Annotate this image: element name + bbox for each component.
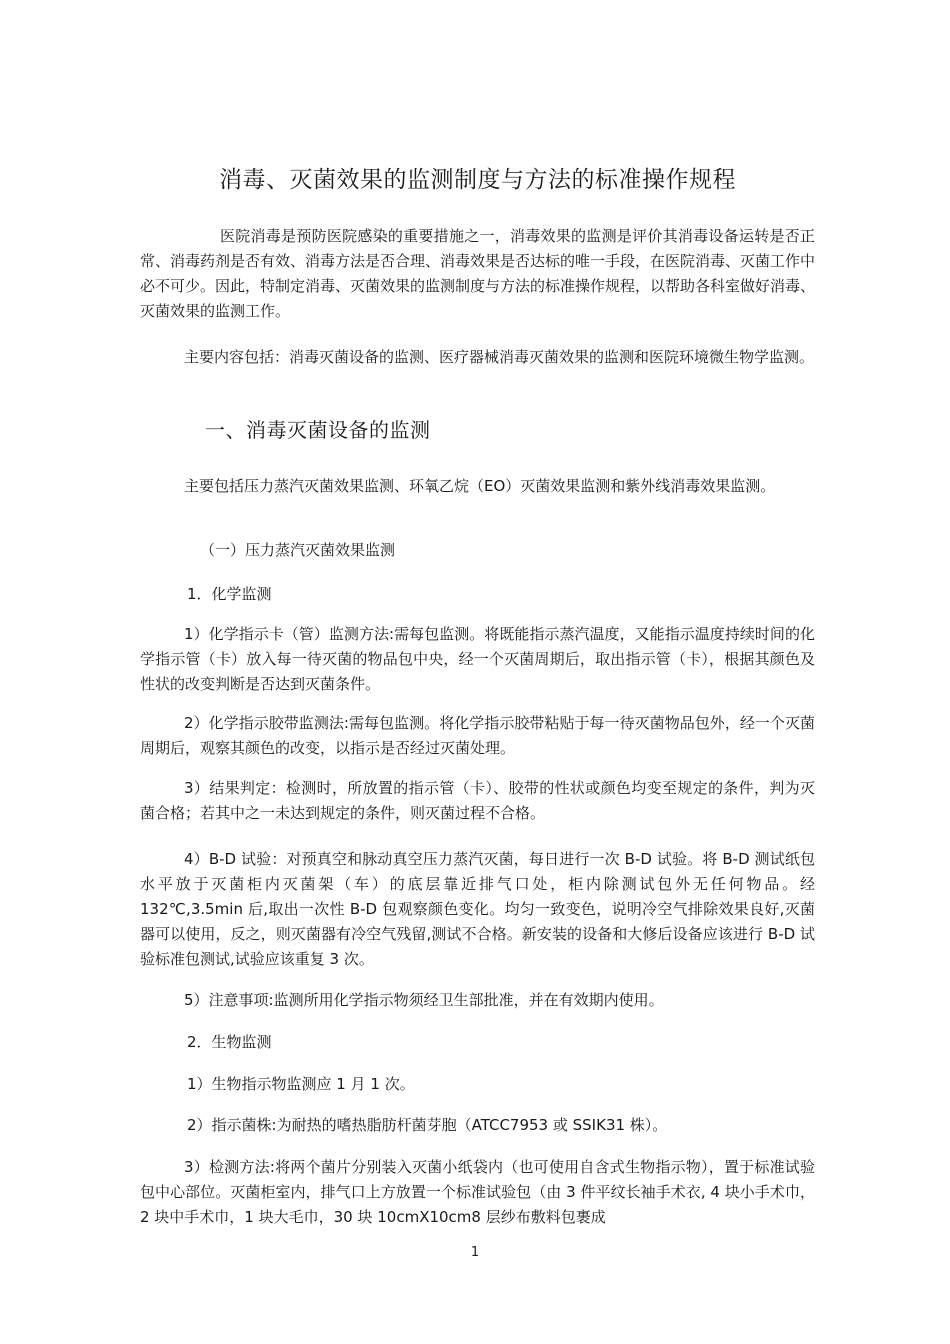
- chem-item-3: 3）结果判定：检测时，所放置的指示管（卡）、胶带的性状或颜色均变至规定的条件，判为灭菌合格；若其中之一未达到规定的条件，则灭菌过程不合格。: [140, 779, 815, 822]
- chem-item-2: 2）化学指示胶带监测法:需每包监测。将化学指示胶带粘贴于每一待灭菌物品包外，经一个灭菌周期后，观察其颜色的改变，以指示是否经过灭菌处理。: [140, 714, 815, 757]
- bio-item-1: 1）生物指示物监测应 1 月 1 次。: [187, 1075, 415, 1093]
- chem-item-1: 1）化学指示卡（管）监测方法:需每包监测。将既能指示蒸汽温度，又能指示温度持续时间的化学指示管（卡）放入每一待灭菌的物品包中央，经一个灭菌周期后，取出指示管（卡），根据其颜色及性状的改变判断是否达到灭菌条件。: [140, 625, 815, 693]
- chem-item-5: 5）注意事项:监测所用化学指示物须经卫生部批准，并在有效期内使用。: [184, 991, 664, 1009]
- chem-monitoring-heading: 1．化学监测: [187, 585, 272, 603]
- main-content-paragraph: 主要内容包括：消毒灭菌设备的监测、医疗器械消毒灭菌效果的监测和医院环境微生物学监测。: [184, 348, 815, 366]
- section-heading-1: 一、消毒灭菌设备的监测: [205, 418, 431, 442]
- intro-paragraph: 医院消毒是预防医院感染的重要措施之一，消毒效果的监测是评价其消毒设备运转是否正常、消毒药剂是否有效、消毒方法是否合理、消毒效果是否达标的唯一手段，在医院消毒、灭菌工作中必不可少。因此，特制定消毒、灭菌效果的监测制度与方法的标准操作规程，以帮助各科室做好消毒、灭菌效果的监测工作。: [140, 227, 816, 320]
- document-title: 消毒、灭菌效果的监测制度与方法的标准操作规程: [219, 167, 736, 193]
- chem-item-4: 4）B-D 试验：对预真空和脉动真空压力蒸汽灭菌，每日进行一次 B-D 试验。将 B-D 测试纸包水平放于灭菌柜内灭菌架（车）的底层靠近排气口处，柜内除测试包外无任何物品。经 132℃,3.5min 后,取出一次性 B-D 包观察颜色变化。均匀一致变色，说明冷空气排除效果良好,灭菌器可以使用，反之，则灭菌器有冷空气残留,测试不合格。新安装的设备和大修后设备应该进行 B-D 试验标准包测试,试验应该重复 3 次。: [140, 850, 815, 968]
- section1-intro-paragraph: 主要包括压力蒸汽灭菌效果监测、环氧乙烷（EO）灭菌效果监测和紫外线消毒效果监测。: [184, 477, 776, 495]
- page-number: 1: [470, 1245, 480, 1260]
- subsection-heading-1: （一）压力蒸汽灭菌效果监测: [200, 541, 396, 559]
- bio-item-2: 2）指示菌株:为耐热的嗜热脂肪杆菌芽胞（ATCC7953 或 SSIK31 株）。: [187, 1116, 668, 1134]
- bio-item-3: 3）检测方法:将两个菌片分别装入灭菌小纸袋内（也可使用自含式生物指示物），置于标准试验包中心部位。灭菌柜室内，排气口上方放置一个标准试验包（由 3 件平纹长袖手术衣, 4 块小手术巾，2 块中手术巾，1 块大毛巾，30 块 10cmX10cm8 层纱布敷料包裹成: [140, 1158, 815, 1226]
- bio-monitoring-heading: 2．生物监测: [187, 1033, 272, 1051]
